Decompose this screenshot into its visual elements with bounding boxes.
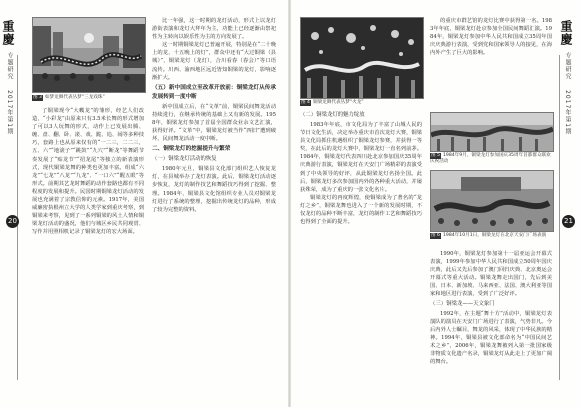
photo-caption-left xyxy=(32,95,105,101)
photo-image xyxy=(301,18,423,98)
book-gutter xyxy=(288,0,291,407)
left-side-rail xyxy=(1,20,15,136)
rail-section-title: 专题研究 xyxy=(6,52,13,80)
right-side-rail xyxy=(559,20,573,136)
page-number-left: 20 xyxy=(6,215,19,228)
photo-1984-national-day xyxy=(430,112,554,152)
right-text-column-2 xyxy=(430,250,552,393)
paragraph: 比一年强，这一时期的龙灯活动，形式上以龙灯游街表演和龙灯大拜年为主，功能上已经逐渐由祭祀性为主转向以娱乐性为主的方向发展了。 xyxy=(152,18,276,41)
rail-section-title: 专题研究 xyxy=(564,52,571,80)
left-text-column-1 xyxy=(32,107,144,392)
magazine-logo: 重慶 xyxy=(1,20,15,46)
caption-number: 图 4 xyxy=(301,100,310,105)
page-number-right: 21 xyxy=(562,215,575,228)
paragraph: 铜梁龙灯的再度辉煌，使铜梁成为了著名的“龙灯之乡”，铜梁龙舞也进入了一个新的发展时期，不仅龙灯的品种不断丰富，龙灯的制作工艺和舞蹈技巧也得到了全面的提升。 xyxy=(300,194,422,226)
paragraph: 这一时期铜梁龙灯已普遍开展，特别是在“二十晚上的龙、十五晚上的灯”，群众中还有“大过铜梁（县城）”，铜梁龙灯（龙灯），合川看春（春会）”等口语流传。川西、渝西地区远近皆知铜梁的龙灯，影响逐渐扩大。 xyxy=(152,42,276,81)
section-heading: （一）铜梁龙灯活动的恢复 xyxy=(152,156,217,163)
rail-issue: 2017年第1期 xyxy=(564,90,571,136)
photo-caption-right-1 xyxy=(430,153,552,165)
paragraph: 1990年，铜梁龙灯参加第十一届亚运会开幕式表演，1999年参加中华人民共和国成立50周年国庆庆典，此后又先后参加了澳门回归庆典、北京奥运会开幕式等重大活动。铜梁龙舞走出国门，先后到美国、日本、新加坡、马来西亚、法国、澳大利亚等国家和地区进行表演，受到了广泛好评。 xyxy=(430,251,552,298)
photo-tiananmen-dragon xyxy=(430,170,554,232)
photo-image xyxy=(431,171,553,231)
section-heading: 二、铜梁龙灯的挖掘提升与繁荣 xyxy=(152,146,231,153)
caption-text: 铜梁龙舞代表丛梦“火龙” xyxy=(312,100,364,105)
caption-number: 图 3 xyxy=(33,95,42,100)
right-text-column-1 xyxy=(300,110,422,393)
paragraph: 1992年，在主题“舞十方”活动中，铜梁龙灯表演队的演员在天安门广场进行了表演，气势非凡。今后内外人士瞩目，舞龙的风采，体现了中华民族的精神。1994年，铜梁县被文化部命名为“中国民间艺术之乡”，2006年，铜梁龙舞被列入第一批国家级非物质文化遗产名录，铜梁龙灯从此走上了更加广阔的舞台。 xyxy=(430,310,552,366)
section-heading: （三）铜梁龙——天文象门 xyxy=(430,300,495,307)
photo-dragon-three-pearls xyxy=(32,17,146,93)
photo-caption-right-2 xyxy=(430,233,552,239)
photo-caption-main-right xyxy=(300,100,364,106)
rail-issue: 2017年第1期 xyxy=(6,90,13,136)
caption-number: 图 5 xyxy=(431,153,440,158)
section-heading: （五）新中国成立至改革开放前：铜梁龙灯从传承发展转到一度中断 xyxy=(152,84,276,100)
caption-number: 图 6 xyxy=(431,233,440,238)
paragraph: 的重庆市群艺馆的龙灯比赛中获得第一名。1983年年底，铜梁龙灯赴京参加全国民间舞蹈汇演。1984年，铜梁龙灯参加中华人民共和国成立35周年国庆庆典游行表演，受到党和国家领导人的接见，在海内外产生了巨大的影响。 xyxy=(430,18,552,57)
right-rail-rule xyxy=(559,55,560,380)
photo-image xyxy=(33,18,145,92)
paragraph: 1983年年底，市文化局为了丰富了山城人民的节日文化生活，决定举办重庆市首次龙灯大赛，铜梁县文化局抓住机遇组织了铜梁龙灯参赛，并获得一等奖，在此后的龙灯大赛中，铜梁龙灯一直名列前茅。1984年，铜梁龙灯代表四川赴北京参加国庆35周年庆典游行表演，铜梁龙灯在天安门广场精彩的表演受到了中央领导的好评，从此铜梁龙灯名扬全国。此后，铜梁龙灯多次参加国内外的各种重大活动，并屡获殊荣，成为了重庆的一张文化名片。 xyxy=(300,122,422,193)
caption-text: 如梦龙舞代表丛梦“三龙戏珠” xyxy=(44,95,105,100)
photo-image xyxy=(431,113,553,151)
magazine-logo: 重慶 xyxy=(559,20,573,46)
caption-text: 1984年9月，铜梁龙灯参加国庆35周年首都群众联欢庆祝活动 xyxy=(430,153,551,164)
caption-text: 1984年10月1日，铜梁龙灯在北京天安门广场表演 xyxy=(442,233,547,238)
right-text-column-top xyxy=(430,17,552,107)
paragraph: 1980年元旦，铜梁县文化部门组织艺人恢复龙灯，在县城举办了龙灯表演。此后，铜梁龙灯活动逐步恢复，龙灯的制作技艺和舞蹈技巧得到了挖掘、整理。1984年，铜梁县文化馆组织专业人员对铜梁龙灯进行了系统的整理，挖掘出传统龙灯的品种，形成了较为完整的资料。 xyxy=(152,166,276,213)
left-text-column-2 xyxy=(152,17,276,393)
section-heading: （二）铜梁龙灯的魅力绽放 xyxy=(300,112,365,118)
photo-fire-dragon xyxy=(300,17,424,99)
paragraph: 新中国成立后，在“文革”前，铜梁民间舞龙活动持续进行，在继承传统的基础上又有新的发展。1958年，铜梁龙灯参加了首届全国群众业余文艺汇演，获得好评。“文革”中，铜梁龙灯被当作“四旧”遭到破坏，民间舞龙活动一度中断。 xyxy=(152,103,276,143)
paragraph: 了铜梁现今“大蠖龙”的雏形，经艺人们改造，“小彩龙”由原来只有3.5米长舞的形式增加了可以3人玩舞的形式，动作上已发展出腾、缠、盘、翻、卧、滚、戏、跪、追、闹等多种技巧，套路上也从原来仅有的“一二三，二二三，五、六”“地滚子”“跳鼓”“九穴”“断龙”等舞蹈节奏发展了“贴龙节”“招龙尾”等独立的新表演形式，现代铜梁龙舞的种类也更加丰富。组成“六龙”“七龙”“八龙”“九龙”、“一口六”“醒五眼”等形式。前期其艺龙时舞蹈的动作套路也都有不同程度的发展和提升。民国时期铜梁龙灯活动的发展也充满着了宗教信仰的元素。1917年，美国威廉密执根州立大学的人类学家到重庆考察，到铜梁来考察，见到了一系列铜梁的风土人情和铜梁龙灯活动的盛况，他们与城区乡民共同观赏、写作并用照相机记录了铜梁龙灯的宏大场面。 xyxy=(32,108,144,236)
